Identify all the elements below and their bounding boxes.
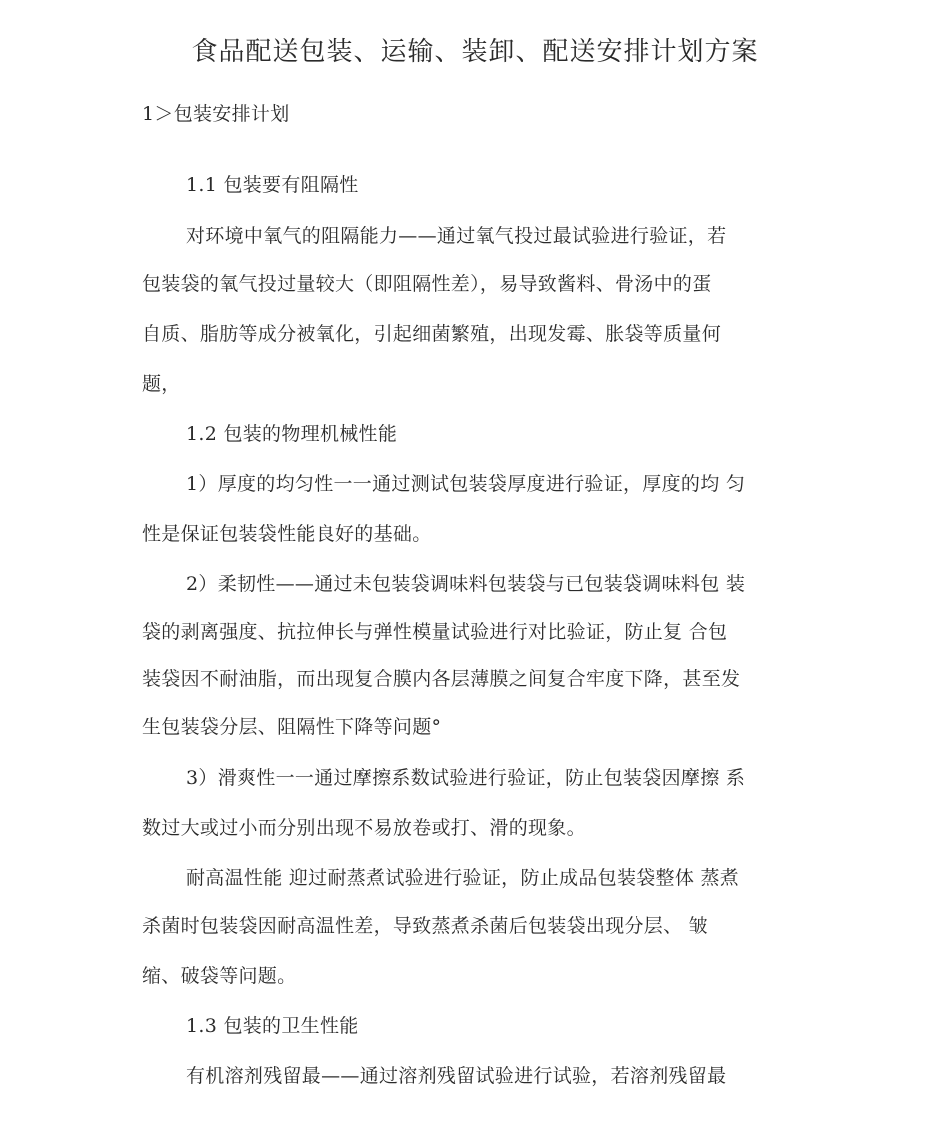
- subsection-heading-1-1: 1.1 包装要有阻隔性: [186, 174, 359, 196]
- paragraph-line: 2）柔韧性——通过未包装袋调味料包装袋与已包装袋调味料包 装: [186, 573, 746, 595]
- paragraph-line: 杀菌时包装袋因耐高温性差，导致蒸煮杀菌后包装袋出现分层、 皱: [142, 915, 709, 937]
- paragraph-line: 袋的剥离强度、抗拉伸长与弹性模量试验进行对比验证，防止复 合包: [142, 621, 728, 643]
- paragraph-line: 性是保证包装袋性能良好的基础。: [142, 523, 432, 545]
- paragraph-line: 自质、脂肪等成分被氧化，引起细菌繁殖，出现发霉、胀袋等质量何: [142, 323, 722, 345]
- paragraph-line: 缩、破袋等问题。: [142, 965, 297, 987]
- paragraph-line: 3）滑爽性一一通过摩擦系数试验进行验证，防止包装袋因摩擦 系: [186, 767, 746, 789]
- paragraph-line: 1）厚度的均匀性一一通过测试包装袋厚度进行验证，厚度的均 匀: [186, 473, 746, 495]
- paragraph-line: 题，: [142, 373, 181, 395]
- paragraph-line: 耐高温性能 迎过耐蒸煮试验进行验证，防止成品包装袋整体 蒸煮: [186, 867, 740, 889]
- paragraph-line: 对环境中氧气的阻隔能力——通过氧气投过最试验进行验证，若: [186, 225, 727, 247]
- paragraph-line: 生包装袋分层、阻隔性下降等问题°: [142, 716, 442, 738]
- paragraph-line: 有机溶剂残留最——通过溶剂残留试验进行试验，若溶剂残留最: [186, 1065, 727, 1087]
- document-title: 食品配送包装、运输、装卸、配送安排计划方案: [191, 37, 759, 67]
- paragraph-line: 数过大或过小而分别出现不易放卷或打、滑的现象。: [142, 817, 586, 839]
- subsection-heading-1-3: 1.3 包装的卫生性能: [186, 1015, 359, 1037]
- subsection-heading-1-2: 1.2 包装的物理机械性能: [186, 423, 398, 445]
- paragraph-line: 装袋因不耐油脂，而出现复合膜内各层薄膜之间复合牢度下降，甚至发: [142, 668, 741, 690]
- paragraph-line: 包装袋的氧气投过量较大（即阻隔性差），易导致酱料、骨汤中的蛋: [142, 273, 712, 295]
- section-heading: 1＞包装安排计划: [142, 103, 290, 125]
